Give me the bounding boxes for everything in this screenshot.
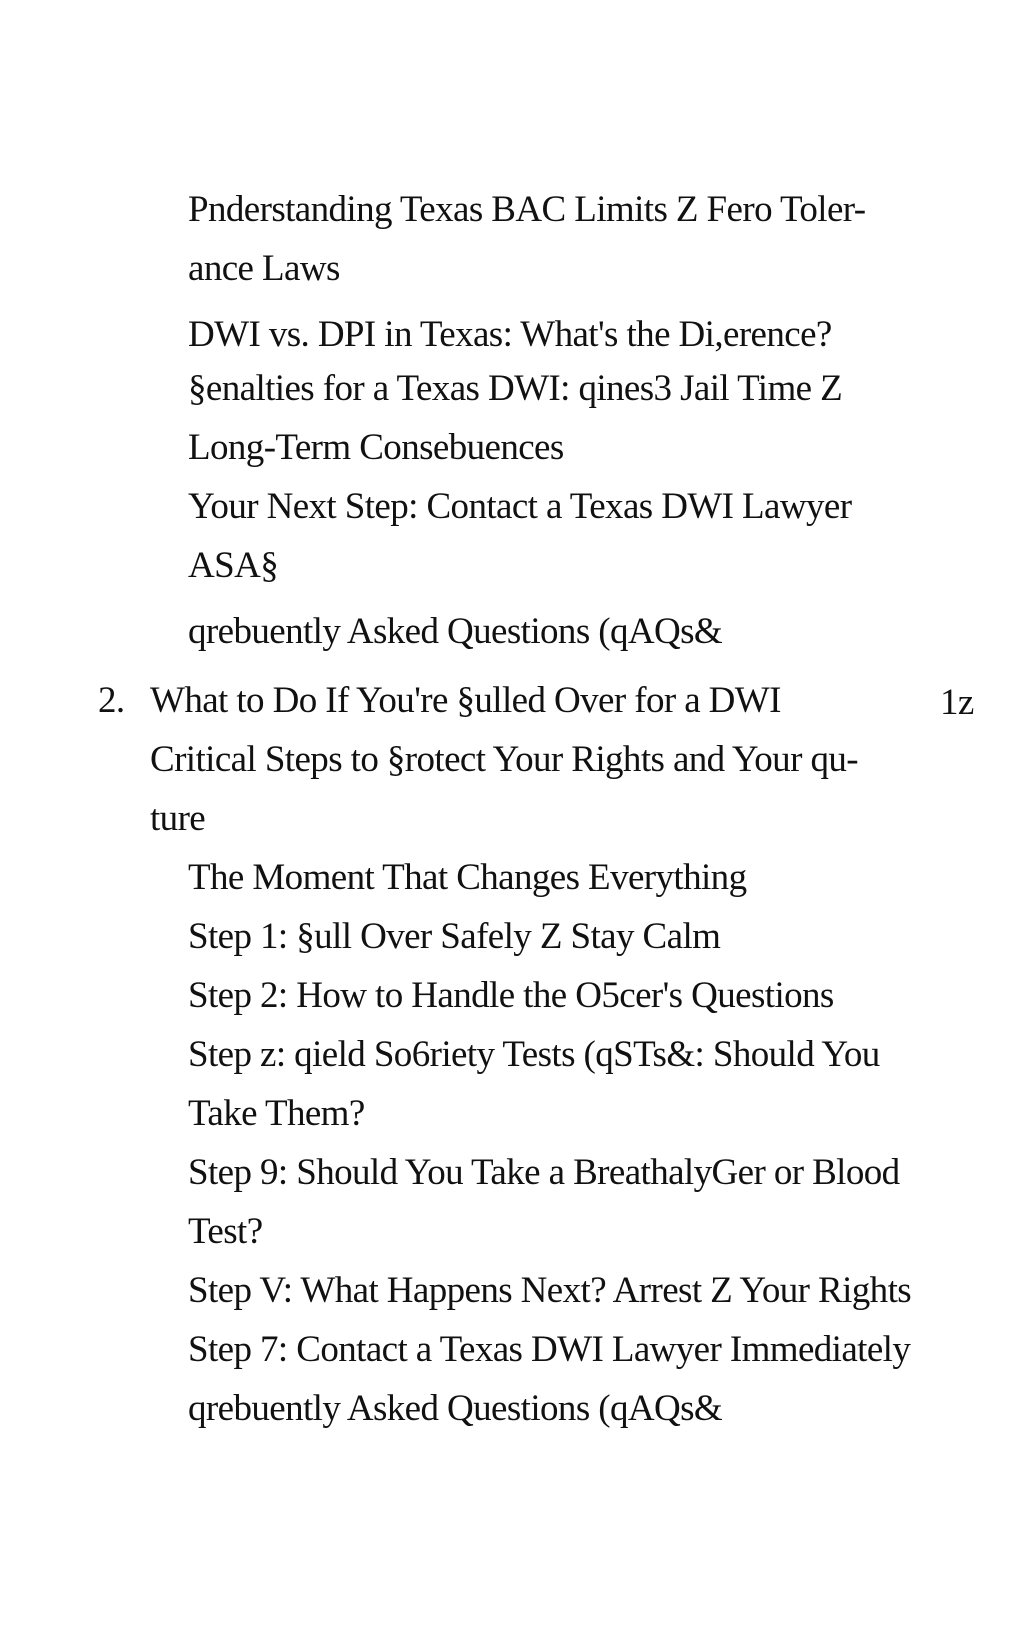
chapter-title[interactable]: What to Do If You're §ulled Over for a DWI bbox=[150, 680, 781, 721]
toc-entry-step-4-cont[interactable]: Test? bbox=[188, 1211, 263, 1252]
toc-entry-next-step-cont[interactable]: ASA§ bbox=[188, 545, 279, 586]
toc-entry-bac-limits[interactable]: Pnderstanding Texas BAC Limits Z Fero Toler- bbox=[188, 189, 866, 230]
toc-entry-penalties[interactable]: §enalties for a Texas DWI: qines3 Jail Time Z bbox=[188, 368, 843, 409]
toc-entry-moment[interactable]: The Moment That Changes Everything bbox=[188, 857, 747, 898]
toc-entry-faqs-2[interactable]: qrebuently Asked Questions (qAQs& bbox=[188, 1388, 723, 1429]
toc-entry-faqs-1[interactable]: qrebuently Asked Questions (qAQs& bbox=[188, 611, 723, 652]
toc-entry-next-step[interactable]: Your Next Step: Contact a Texas DWI Lawyer bbox=[188, 486, 852, 527]
chapter-page-number: 1z bbox=[940, 682, 974, 723]
toc-entry-step-3-cont[interactable]: Take Them? bbox=[188, 1093, 365, 1134]
toc-entry-step-3[interactable]: Step z: qield So6riety Tests (qSTs&: Should You bbox=[188, 1034, 880, 1075]
chapter-subtitle[interactable]: Critical Steps to §rotect Your Rights and Your qu- bbox=[150, 739, 858, 780]
toc-entry-step-7[interactable]: Step 7: Contact a Texas DWI Lawyer Immediately bbox=[188, 1329, 911, 1370]
chapter-number: 2. bbox=[98, 680, 125, 721]
toc-entry-bac-limits-cont[interactable]: ance Laws bbox=[188, 248, 340, 289]
toc-entry-step-2[interactable]: Step 2: How to Handle the O5cer's Questions bbox=[188, 975, 834, 1016]
toc-entry-step-4[interactable]: Step 9: Should You Take a BreathalyGer or Blood bbox=[188, 1152, 900, 1193]
chapter-subtitle-cont[interactable]: ture bbox=[150, 798, 206, 839]
toc-entry-step-5[interactable]: Step V: What Happens Next? Arrest Z Your Rights bbox=[188, 1270, 912, 1311]
toc-entry-dwi-vs-dui[interactable]: DWI vs. DPI in Texas: What's the Di,erence? bbox=[188, 314, 832, 355]
toc-entry-step-1[interactable]: Step 1: §ull Over Safely Z Stay Calm bbox=[188, 916, 721, 957]
toc-entry-penalties-cont[interactable]: Long-Term Consebuences bbox=[188, 427, 564, 468]
